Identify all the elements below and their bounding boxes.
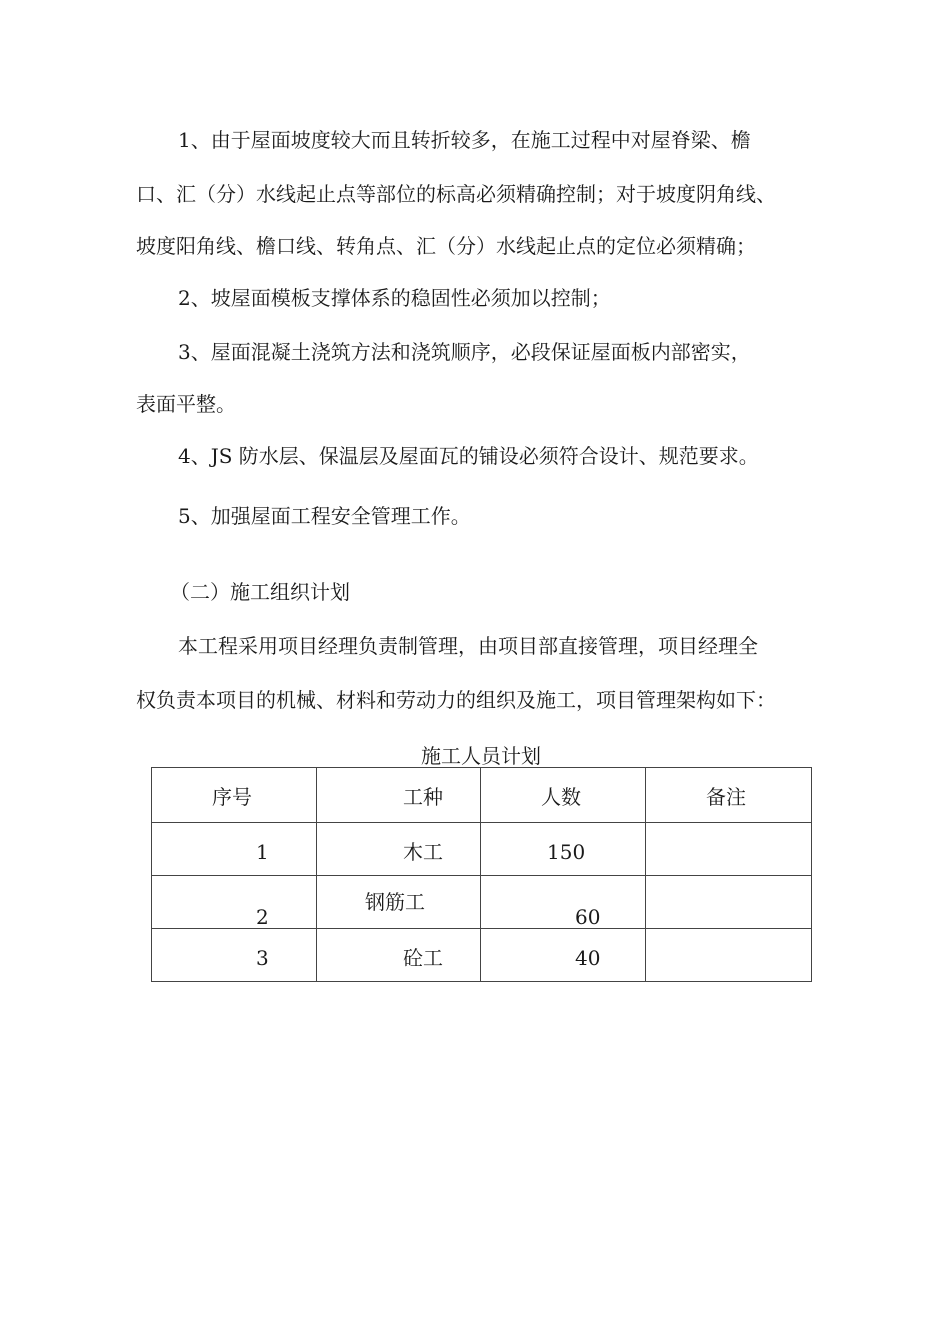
paragraph-1-line-2: 口、汇（分）水线起止点等部位的标高必须精确控制；对于坡度阴角线、 xyxy=(136,182,776,206)
header-cell-remark: 备注 xyxy=(646,768,812,823)
cell-count: 150 xyxy=(481,823,646,876)
header-cell-index: 序号 xyxy=(152,768,317,823)
cell-remark xyxy=(646,929,812,982)
cell-remark xyxy=(646,823,812,876)
paragraph-5: 5、加强屋面工程安全管理工作。 xyxy=(178,504,471,528)
table-row xyxy=(152,876,812,929)
cell-index: 1 xyxy=(152,823,317,876)
paragraph-1-line-1: 1、由于屋面坡度较大而且转折较多，在施工过程中对屋脊梁、檐 xyxy=(178,128,751,152)
paragraph-3-line-1: 3、屋面混凝土浇筑方法和浇筑顺序，必段保证屋面板内部密实， xyxy=(178,340,751,364)
staff-plan-table xyxy=(151,767,812,982)
header-cell-count: 人数 xyxy=(481,768,646,823)
cell-count: 40 xyxy=(481,929,646,982)
cell-index: 3 xyxy=(152,929,317,982)
paragraph-4: 4、JS 防水层、保温层及屋面瓦的铺设必须符合设计、规范要求。 xyxy=(178,444,759,468)
paragraph-1-line-3: 坡度阳角线、檐口线、转角点、汇（分）水线起止点的定位必须精确； xyxy=(136,234,756,258)
table-row xyxy=(152,929,812,982)
cell-trade: 砼工 xyxy=(317,929,481,982)
section-heading: （二）施工组织计划 xyxy=(170,580,350,604)
paragraph-3-line-2: 表面平整。 xyxy=(136,392,236,416)
cell-remark xyxy=(646,876,812,929)
cell-trade: 木工 xyxy=(317,823,481,876)
header-cell-trade: 工种 xyxy=(317,768,481,823)
table-header-row xyxy=(152,768,812,823)
intro-line-2: 权负责本项目的机械、材料和劳动力的组织及施工，项目管理架构如下： xyxy=(136,688,776,712)
table-caption: 施工人员计划 xyxy=(421,744,541,768)
intro-line-1: 本工程采用项目经理负责制管理，由项目部直接管理，项目经理全 xyxy=(178,634,758,658)
paragraph-2: 2、坡屋面模板支撑体系的稳固性必须加以控制； xyxy=(178,286,611,310)
cell-index: 2 xyxy=(152,876,317,929)
table-row xyxy=(152,823,812,876)
cell-count: 60 xyxy=(481,876,646,929)
cell-trade: 钢筋工 xyxy=(317,876,481,929)
